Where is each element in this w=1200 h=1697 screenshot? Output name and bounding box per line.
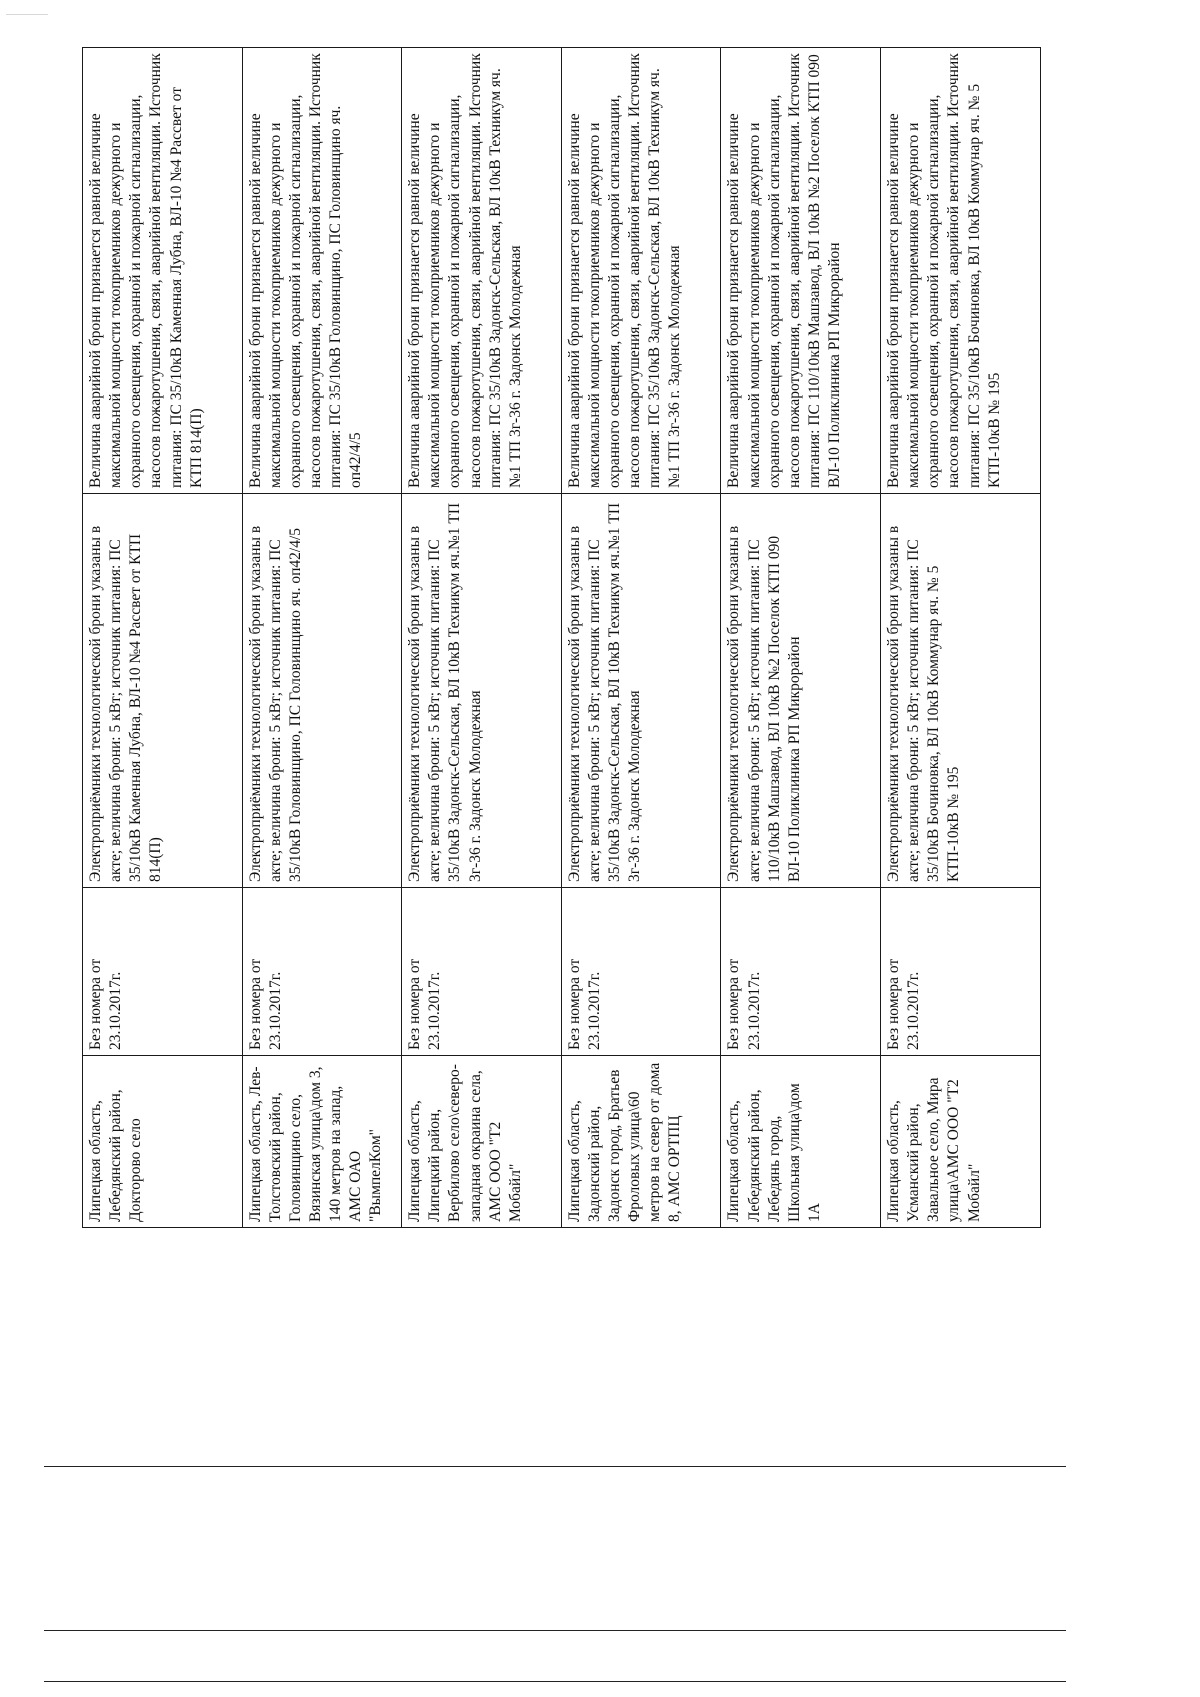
cell-address: Липецкая область, Задонский район, Задонск город, Братьев Фроловых улица\60 метров на север от дома 8, АМС ОРТПЦ [561,1056,721,1228]
table-row [880,48,1040,1228]
cell-address: Липецкая область, Лев-Толстовский район, Головинщино село, Вязинская улица\дом 3, 140 метров на запад, АМС ОАО "ВымпелКом" [242,1056,402,1228]
cell-doc-number: Без номера от 23.10.2017г. [880,888,1040,1056]
blank-line [44,1466,1066,1467]
cell-doc-number: Без номера от 23.10.2017г. [242,888,402,1056]
cell-address: Липецкая область, Лебедянский район, Докторово село [83,1056,243,1228]
cell-emergency-reserve: Величина аварийной брони признается равной величине максимальной мощности токоприемников дежурного и охранного освещения, охранной и пожарной сигнализации, насосов пожаротушения, связи, аварийной вентиляции. Источник питания: ПС 35/10кВ Задонск-Сельская, ВЛ 10кВ Техникум яч.№1 ТП 3г-36 г. Задонск Молодежная [561,48,721,494]
table-row [83,48,243,1228]
cell-emergency-reserve: Величина аварийной брони признается равной величине максимальной мощности токоприемников дежурного и охранного освещения, охранной и пожарной сигнализации, насосов пожаротушения, связи, аварийной вентиляции. Источник питания: ПС 35/10кВ Головинщино, ПС Головинщино яч. оп42/4/5 [242,48,402,494]
cell-technological-reserve: Электроприёмники технологической брони указаны в акте; величина брони: 5 кВт; источник питания: ПС 35/10кВ Задонск-Сельская, ВЛ 10кВ Техникум яч.№1 ТП 3г-36 г. Задонск Молодежная [402,494,562,888]
cell-technological-reserve: Электроприёмники технологической брони указаны в акте; величина брони: 5 кВт; источник питания: ПС 35/10кВ Бочиновка, ВЛ 10кВ Коммунар яч. № 5 КТП-10кВ № 195 [880,494,1040,888]
cell-doc-number: Без номера от 23.10.2017г. [83,888,243,1056]
blank-line [44,1681,1066,1682]
cell-emergency-reserve: Величина аварийной брони признается равной величине максимальной мощности токоприемников дежурного и охранного освещения, охранной и пожарной сигнализации, насосов пожаротушения, связи, аварийной вентиляции. Источник питания: ПС 35/10кВ Каменная Лубна, ВЛ-10 №4 Рассвет от КТП 814(П) [83,48,243,494]
table-row [561,48,721,1228]
table-row [402,48,562,1228]
cell-technological-reserve: Электроприёмники технологической брони указаны в акте; величина брони: 5 кВт; источник питания: ПС 110/10кВ Машзавод, ВЛ 10кВ №2 Поселок КТП 090 ВЛ-10 Поликлиника РП Микрорайон [721,494,881,888]
cell-address: Липецкая область, Лебедянский район, Лебедянь город, Школьная улица\дом 1А [721,1056,881,1228]
cell-emergency-reserve: Величина аварийной брони признается равной величине максимальной мощности токоприемников дежурного и охранного освещения, охранной и пожарной сигнализации, насосов пожаротушения, связи, аварийной вентиляции. Источник питания: ПС 35/10кВ Бочиновка, ВЛ 10кВ Коммунар яч. № 5 КТП-10кВ № 195 [880,48,1040,494]
cell-technological-reserve: Электроприёмники технологической брони указаны в акте; величина брони: 5 кВт; источник питания: ПС 35/10кВ Головинщино, ПС Головинщино яч. оп42/4/5 [242,494,402,888]
cell-address: Липецкая область, Липецкий район, Вербилово село\северо-западная окраина села, АМС ООО "Т2 Мобайл" [402,1056,562,1228]
cell-emergency-reserve: Величина аварийной брони признается равной величине максимальной мощности токоприемников дежурного и охранного освещения, охранной и пожарной сигнализации, насосов пожаротушения, связи, аварийной вентиляции. Источник питания: ПС 35/10кВ Задонск-Сельская, ВЛ 10кВ Техникум яч.№1 ТП 3г-36 г. Задонск Молодежная [402,48,562,494]
cell-emergency-reserve: Величина аварийной брони признается равной величине максимальной мощности токоприемников дежурного и охранного освещения, охранной и пожарной сигнализации, насосов пожаротушения, связи, аварийной вентиляции. Источник питания: ПС 110/10кВ Машзавод, ВЛ 10кВ №2 Поселок КТП 090 ВЛ-10 Поликлиника РП Микрорайон [721,48,881,494]
blank-line [44,1630,1066,1631]
table-row [721,48,881,1228]
cell-technological-reserve: Электроприёмники технологической брони указаны в акте; величина брони: 5 кВт; источник питания: ПС 35/10кВ Каменная Лубна, ВЛ-10 №4 Рассвет от КТП 814(П) [83,494,243,888]
cell-doc-number: Без номера от 23.10.2017г. [402,888,562,1056]
reservation-table [82,47,1041,1228]
cell-doc-number: Без номера от 23.10.2017г. [561,888,721,1056]
table-row [242,48,402,1228]
scan-corner-mark [6,4,48,15]
cell-address: Липецкая область, Усманский район, Завальное село, Мира улица\АМС ООО "Т2 Мобайл" [880,1056,1040,1228]
cell-technological-reserve: Электроприёмники технологической брони указаны в акте; величина брони: 5 кВт; источник питания: ПС 35/10кВ Задонск-Сельская, ВЛ 10кВ Техникум яч.№1 ТП 3г-36 г. Задонск Молодежная [561,494,721,888]
cell-doc-number: Без номера от 23.10.2017г. [721,888,881,1056]
rotated-table-container [82,48,1040,1228]
